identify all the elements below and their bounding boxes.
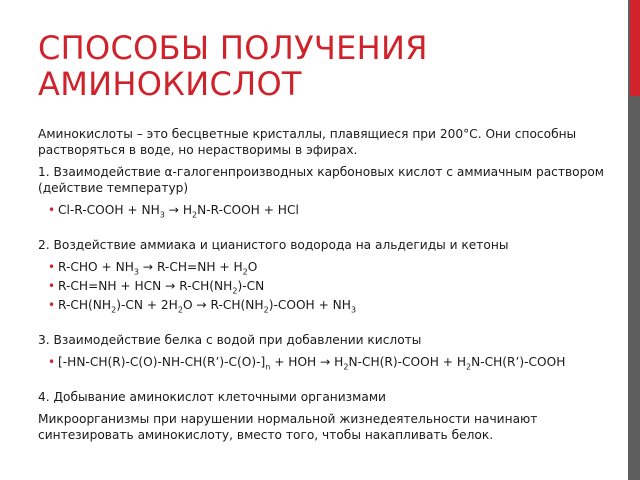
method-2-reactions bbox=[48, 259, 618, 313]
method-1-heading: 1. Взаимодействие α-галогенпроизводных карбоновых кислот с аммиачным раствором (действие температур) bbox=[38, 165, 604, 195]
title-line-2: АМИНОКИСЛОТ bbox=[38, 65, 302, 103]
slide-side-accent bbox=[630, 0, 640, 96]
reaction-4: • $R-CH(NH_2)-CN + 2H_2O$ → $R-CH(NH_2)$-COOH + $NH_3$ bbox=[48, 298, 357, 315]
reaction-2: • $R-CHO + NH_3 \to R-CH=NH + H_2O$ bbox=[48, 260, 258, 277]
reaction-1: • Cl-R-COOH + $NH_3$ → $H_2N-R$-COOH + HCl bbox=[48, 203, 299, 220]
intro-text: Аминокислоты – это бесцветные кристаллы, плавящиеся при 200°С. Они способны растворяться в воде, но нерастворимы в эфирах. bbox=[38, 127, 577, 157]
bullet-icon: • bbox=[48, 203, 56, 217]
title-line-1: СПОСОБЫ ПОЛУЧЕНИЯ bbox=[38, 29, 428, 67]
method-4-heading: 4. Добывание аминокислот клеточными организмами bbox=[38, 390, 386, 404]
method-3-heading: 3. Взаимодействие белка с водой при добавлении кислоты bbox=[38, 333, 422, 347]
conclusion-text: Микроорганизмы при нарушении нормальной жизнедеятельности начинают синтезировать аминокислоту, вместо того, чтобы накапливать белок. bbox=[38, 412, 538, 442]
slide-content bbox=[38, 126, 618, 449]
reaction-3: • R-CH=NH + HCN → $R-CH(NH_2)-CN$ bbox=[48, 279, 265, 296]
bullet-icon: • bbox=[48, 260, 56, 274]
bullet-icon: • bbox=[48, 279, 56, 293]
method-3-reactions bbox=[48, 354, 618, 370]
bullet-icon: • bbox=[48, 355, 56, 369]
method-1-reactions bbox=[48, 202, 618, 218]
reaction-5: • $[-HN-CH(R)-C(O)-NH-CH(R’)-C(O)-]_n$ + HOH → $H_2N-CH(R)$-COOH + $H_2N-CH(R’)$-COOH bbox=[48, 355, 566, 372]
method-2-heading: 2. Воздействие аммиака и цианистого водорода на альдегиды и кетоны bbox=[38, 238, 509, 252]
slide-title bbox=[38, 30, 598, 102]
bullet-icon: • bbox=[48, 298, 56, 312]
